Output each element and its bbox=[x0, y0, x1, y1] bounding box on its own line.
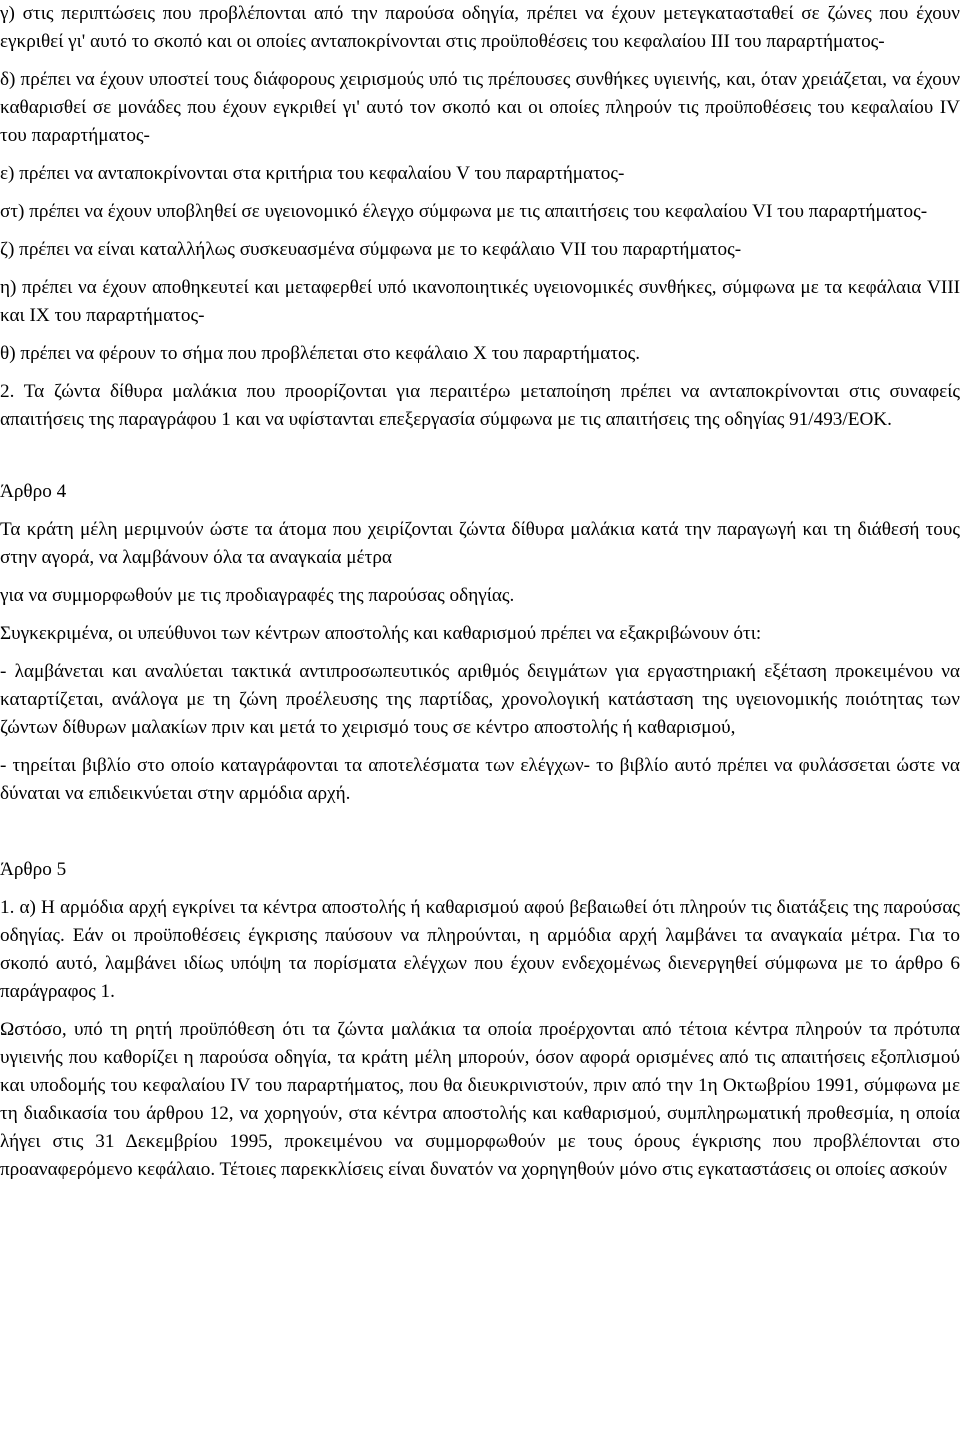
paragraph-eta: η) πρέπει να έχουν αποθηκευτεί και μεταφερθεί υπό ικανοποιητικές υγειονομικές συνθήκες, σύμφωνα με τα κεφάλαια VIII και IX του παραρτήματος- bbox=[0, 277, 960, 326]
paragraph-zeta: ζ) πρέπει να είναι καταλλήλως συσκευασμένα σύμφωνα με το κεφάλαιο VII του παραρτήματος- bbox=[0, 239, 742, 260]
paragraph-st: στ) πρέπει να έχουν υποβληθεί σε υγειονομικό έλεγχο σύμφωνα με τις απαιτήσεις του κεφαλαίου VI του παραρτήματος- bbox=[0, 201, 928, 222]
paragraph-delta: δ) πρέπει να έχουν υποστεί τους διάφορους χειρισμούς υπό τις πρέπουσες συνθήκες υγιεινής, και, όταν χρειάζεται, να έχουν καθαρισθεί σε μονάδες που έχουν εγκριθεί γι' αυτό τον σκοπό και οι οποίες πληρούν τις προϋποθέσεις του κεφαλαίου IV του παραρτήματος- bbox=[0, 69, 960, 146]
article-4-paragraph-2: για να συμμορφωθούν με τις προδιαγραφές της παρούσας οδηγίας. bbox=[0, 585, 515, 606]
paragraph-epsilon: ε) πρέπει να ανταποκρίνονται στα κριτήρια του κεφαλαίου V του παραρτήματος- bbox=[0, 163, 625, 184]
paragraph-2: 2. Τα ζώντα δίθυρα μαλάκια που προορίζονται για περαιτέρω μεταποίηση πρέπει να ανταποκρίνονται στις συναφείς απαιτήσεις της παραγράφου 1 και να υφίστανται επεξεργασία σύμφωνα με τις απαιτήσεις της οδηγίας 91/493/ΕΟΚ. bbox=[0, 381, 960, 430]
article-5-paragraph-1: 1. α) Η αρμόδια αρχή εγκρίνει τα κέντρα αποστολής ή καθαρισμού αφού βεβαιωθεί ότι πληρούν τις διατάξεις της παρούσας οδηγίας. Εάν οι προϋποθέσεις έγκρισης παύσουν να πληρούνται, η αρμόδια αρχή λαμβάνει τα αναγκαία μέτρα. Για το σκοπό αυτό, λαμβάνει ιδίως υπόψη τα πορίσματα ελέγχων που έχουν ενδεχομένως διενεργηθεί σύμφωνα με το άρθρο 6 παράγραφος 1. bbox=[0, 897, 960, 1002]
article-4-heading: Άρθρο 4 bbox=[0, 481, 67, 502]
article-5-heading: Άρθρο 5 bbox=[0, 859, 67, 880]
article-4-paragraph-4: - λαμβάνεται και αναλύεται τακτικά αντιπροσωπευτικός αριθμός δειγμάτων για εργαστηριακή εξέταση προκειμένου να καταρτίζεται, ανάλογα με τη ζώνη προέλευσης της παρτίδας, χρονολογική κατάσταση της υγειονομικής ποιότητας των ζώντων δίθυρων μαλακίων πριν και μετά το χειρισμό τους σε κέντρο αποστολής ή καθαρισμού, bbox=[0, 661, 960, 738]
article-4-paragraph-5: - τηρείται βιβλίο στο οποίο καταγράφονται τα αποτελέσματα των ελέγχων- το βιβλίο αυτό πρέπει να φυλάσσεται ώστε να δύναται να επιδεικνύεται στην αρμόδια αρχή. bbox=[0, 755, 960, 804]
article-4-paragraph-1: Τα κράτη μέλη μεριμνούν ώστε τα άτομα που χειρίζονται ζώντα δίθυρα μαλάκια κατά την παραγωγή και τη διάθεσή τους στην αγορά, να λαμβάνουν όλα τα αναγκαία μέτρα bbox=[0, 519, 960, 568]
paragraph-gamma: γ) στις περιπτώσεις που προβλέπονται από την παρούσα οδηγία, πρέπει να έχουν μετεγκατασταθεί σε ζώνες που έχουν εγκριθεί γι' αυτό το σκοπό και οι οποίες ανταποκρίνονται στις προϋποθέσεις του κεφαλαίου ΙΙΙ του παραρτήματος- bbox=[0, 3, 960, 52]
paragraph-theta: θ) πρέπει να φέρουν το σήμα που προβλέπεται στο κεφάλαιο X του παραρτήματος. bbox=[0, 343, 641, 364]
article-5-paragraph-2: Ωστόσο, υπό τη ρητή προϋπόθεση ότι τα ζώντα μαλάκια τα οποία προέρχονται από τέτοια κέντρα πληρούν τα πρότυπα υγιεινής που καθορίζει η παρούσα οδηγία, τα κράτη μέλη μπορούν, όσον αφορά ορισμένες από τις απαιτήσεις εξοπλισμού και υποδομής του κεφαλαίου IV του παραρτήματος, που θα διευκρινιστούν, πριν από την 1η Οκτωβρίου 1991, σύμφωνα με τη διαδικασία του άρθρου 12, να χορηγούν, στα κέντρα αποστολής και καθαρισμού, συμπληρωματική προθεσμία, η οποία λήγει στις 31 Δεκεμβρίου 1995, προκειμένου να συμμορφωθούν με τους όρους έγκρισης που προβλέπονται στο προαναφερόμενο κεφάλαιο. Τέτοιες παρεκκλίσεις είναι δυνατόν να χορηγηθούν μόνο στις εγκαταστάσεις οι οποίες ασκούν bbox=[0, 1019, 960, 1180]
article-4-paragraph-3: Συγκεκριμένα, οι υπεύθυνοι των κέντρων αποστολής και καθαρισμού πρέπει να εξακριβώνουν ότι: bbox=[0, 623, 762, 644]
